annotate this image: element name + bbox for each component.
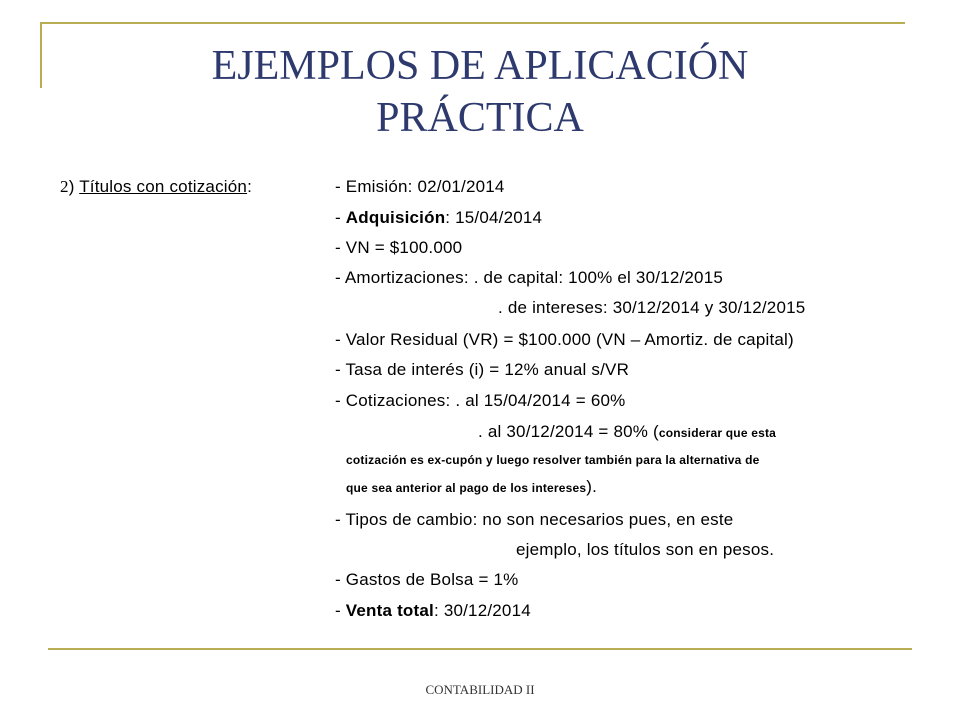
left-rule <box>40 22 42 88</box>
cotizacion-2-main: . al 30/12/2014 = 80% ( <box>478 422 659 441</box>
venta-date: : 30/12/2014 <box>433 601 531 620</box>
bottom-rule <box>48 648 912 650</box>
item-paren: ) <box>68 177 75 196</box>
venta-prefix: - <box>335 601 346 620</box>
adquisicion-prefix: - <box>335 208 346 227</box>
item-colon: : <box>247 177 253 196</box>
venta-line <box>335 600 531 622</box>
item-label: Títulos con cotización <box>79 177 248 196</box>
cotizacion-3-note: cotización es ex-cupón y luego resolver también para la alternativa de <box>346 453 760 467</box>
cotizacion-2-note: considerar que esta <box>658 426 777 440</box>
adquisicion-line <box>335 207 542 229</box>
adquisicion-date: : 15/04/2014 <box>445 208 543 227</box>
amortizacion-capital-line: - Amortizaciones: . de capital: 100% el 30/12/2015 <box>335 268 724 287</box>
title-line-1: EJEMPLOS DE APLICACIÓN <box>211 43 749 89</box>
item-number: 2 <box>60 177 69 196</box>
valor-residual-line: - Valor Residual (VR) = $100.000 (VN – Amortiz. de capital) <box>335 330 794 349</box>
footer-text: CONTABILIDAD II <box>425 682 535 697</box>
cotizacion-1-line: - Cotizaciones: . al 15/04/2014 = 60% <box>335 391 626 410</box>
cotizacion-4-note: que sea anterior al pago de los intereses <box>346 481 587 495</box>
top-rule <box>40 22 905 24</box>
slide-title <box>120 40 840 144</box>
title-line-2: PRÁCTICA <box>376 95 584 141</box>
cotizacion-2-line <box>478 421 776 443</box>
adquisicion-label: Adquisición <box>345 208 446 227</box>
cotizacion-4-close: ). <box>586 477 598 496</box>
gastos-line: - Gastos de Bolsa = 1% <box>335 570 519 589</box>
emision-line: - Emisión: 02/01/2014 <box>335 177 505 196</box>
amortizacion-intereses-line: . de intereses: 30/12/2014 y 30/12/2015 <box>498 298 806 317</box>
item-heading <box>60 176 252 198</box>
tipos-cambio-line-1: - Tipos de cambio: no son necesarios pues, en este <box>335 510 734 529</box>
venta-label: Venta total <box>345 601 434 620</box>
tipos-cambio-line-2: ejemplo, los títulos son en pesos. <box>516 540 775 559</box>
tasa-line: - Tasa de interés (i) = 12% anual s/VR <box>335 360 630 379</box>
cotizacion-4-line <box>346 476 597 498</box>
vn-line: - VN = $100.000 <box>335 238 463 257</box>
